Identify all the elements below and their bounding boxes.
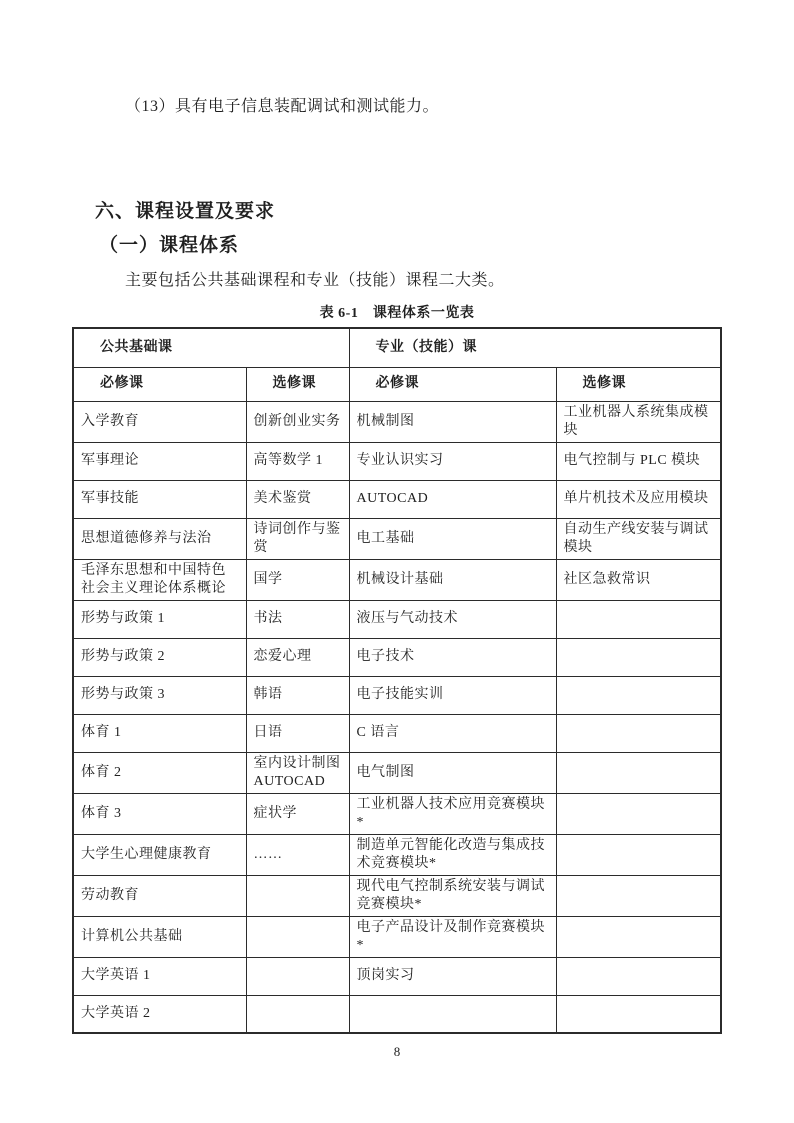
course-table-body [73,401,721,1033]
table-cell: 入学教育 [73,401,246,442]
table-row [73,714,721,752]
table-row [73,559,721,600]
table-cell: 美术鉴赏 [246,480,349,518]
table-cell: 电子技能实训 [349,676,556,714]
table-cell: 军事理论 [73,442,246,480]
table-row [73,638,721,676]
page-number: 8 [393,1044,401,1059]
table-cell: 诗词创作与鉴赏 [246,518,349,559]
group-header-public-basic: 公共基础课 [73,328,349,367]
table-cell: 单片机技术及应用模块 [556,480,721,518]
table-cell: 室内设计制图 AUTOCAD [246,752,349,793]
table-cell [246,875,349,916]
table-cell [556,752,721,793]
table-cell: 高等数学 1 [246,442,349,480]
table-cell: 电气控制与 PLC 模块 [556,442,721,480]
table-cell [556,793,721,834]
table-cell: 思想道德修养与法治 [73,518,246,559]
table-row [73,752,721,793]
table-cell: 大学英语 2 [73,995,246,1033]
table-cell: 自动生产线安装与调试模块 [556,518,721,559]
table-cell: 电工基础 [349,518,556,559]
table-row [73,518,721,559]
table-row [73,916,721,957]
table-cell: 日语 [246,714,349,752]
table-row [73,957,721,995]
group-header-professional-skill: 专业（技能）课 [349,328,721,367]
table-caption: 表 6-1 课程体系一览表 [319,306,475,321]
table-row [73,995,721,1033]
table-cell: 国学 [246,559,349,600]
table-cell: 体育 3 [73,793,246,834]
table-row [73,793,721,834]
table-cell [556,995,721,1033]
table-cell [246,916,349,957]
col-header-professional-elective: 选修课 [556,367,721,401]
table-cell: 韩语 [246,676,349,714]
table-cell [556,834,721,875]
table-cell [556,875,721,916]
table-cell: 恋爱心理 [246,638,349,676]
table-cell: 电子技术 [349,638,556,676]
table-cell: 机械制图 [349,401,556,442]
table-cell [556,600,721,638]
table-row [73,834,721,875]
table-row [73,676,721,714]
capability-item-13: （13）具有电子信息装配调试和测试能力。 [125,98,440,115]
table-cell: 工业机器人系统集成模块 [556,401,721,442]
table-cell: 制造单元智能化改造与集成技术竞赛模块* [349,834,556,875]
table-cell [556,638,721,676]
table-row [73,600,721,638]
section-heading: 六、课程设置及要求 [95,201,276,222]
col-header-public-elective: 选修课 [246,367,349,401]
column-header-row [73,367,721,401]
table-cell: 形势与政策 3 [73,676,246,714]
table-cell [556,714,721,752]
table-row [73,442,721,480]
group-header-row [73,328,721,367]
table-cell: 形势与政策 1 [73,600,246,638]
table-cell [556,957,721,995]
table-cell: C 语言 [349,714,556,752]
subsection-heading: （一）课程体系 [99,235,240,256]
table-cell: 专业认识实习 [349,442,556,480]
table-cell [349,995,556,1033]
col-header-professional-required: 必修课 [349,367,556,401]
table-cell: 现代电气控制系统安装与调试竞赛模块* [349,875,556,916]
table-cell: 顶岗实习 [349,957,556,995]
table-cell [246,995,349,1033]
table-cell: 创新创业实务 [246,401,349,442]
table-cell: 液压与气动技术 [349,600,556,638]
table-cell: 毛泽东思想和中国特色社会主义理论体系概论 [73,559,246,600]
table-row [73,875,721,916]
table-cell [556,916,721,957]
table-cell: 军事技能 [73,480,246,518]
table-cell: 形势与政策 2 [73,638,246,676]
table-row [73,401,721,442]
table-cell: 电气制图 [349,752,556,793]
table-cell: 工业机器人技术应用竞赛模块* [349,793,556,834]
table-cell: 体育 1 [73,714,246,752]
table-cell: …… [246,834,349,875]
table-cell: 大学生心理健康教育 [73,834,246,875]
table-cell: 电子产品设计及制作竞赛模块* [349,916,556,957]
course-system-table [72,327,722,1034]
col-header-public-required: 必修课 [73,367,246,401]
table-cell: 劳动教育 [73,875,246,916]
table-cell: 计算机公共基础 [73,916,246,957]
table-cell: AUTOCAD [349,480,556,518]
table-row [73,480,721,518]
table-cell: 体育 2 [73,752,246,793]
table-cell: 机械设计基础 [349,559,556,600]
table-cell: 书法 [246,600,349,638]
table-cell: 社区急救常识 [556,559,721,600]
intro-paragraph: 主要包括公共基础课程和专业（技能）课程二大类。 [125,272,505,289]
table-cell: 症状学 [246,793,349,834]
table-cell [246,957,349,995]
table-cell: 大学英语 1 [73,957,246,995]
table-cell [556,676,721,714]
